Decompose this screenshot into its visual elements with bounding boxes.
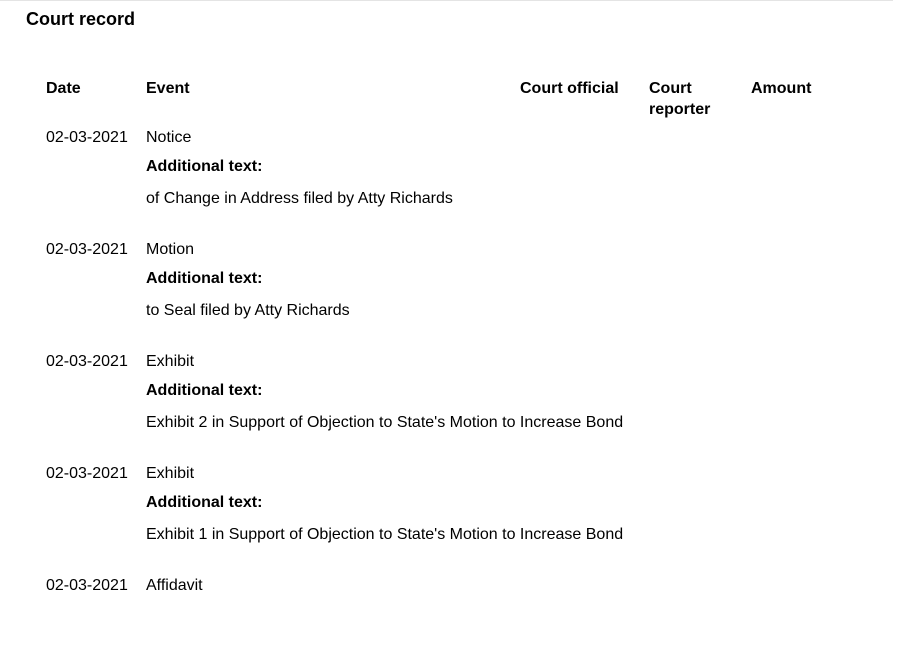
table-row bbox=[46, 576, 876, 596]
column-header-court-official: Court official bbox=[520, 80, 619, 97]
additional-text-label: Additional text: bbox=[146, 382, 263, 399]
additional-text-label: Additional text: bbox=[146, 158, 263, 175]
page-title: Court record bbox=[26, 9, 136, 29]
column-header-event: Event bbox=[146, 80, 190, 97]
table-row bbox=[46, 240, 876, 352]
table-header bbox=[46, 78, 876, 128]
entry-event: Motion bbox=[146, 241, 195, 258]
entry-date: 02-03-2021 bbox=[46, 577, 128, 594]
table-row bbox=[46, 352, 876, 464]
entry-date: 02-03-2021 bbox=[46, 353, 128, 370]
column-header-date: Date bbox=[46, 80, 81, 97]
entry-date: 02-03-2021 bbox=[46, 465, 128, 482]
entry-event-cell bbox=[146, 128, 876, 209]
additional-text-label: Additional text: bbox=[146, 494, 263, 511]
additional-text: of Change in Address filed by Atty Richards bbox=[146, 190, 453, 207]
top-divider bbox=[0, 0, 893, 1]
additional-text: to Seal filed by Atty Richards bbox=[146, 302, 350, 319]
additional-text: Exhibit 1 in Support of Objection to State's Motion to Increase Bond bbox=[146, 526, 624, 543]
entry-event: Exhibit bbox=[146, 353, 195, 370]
additional-text-label: Additional text: bbox=[146, 270, 263, 287]
additional-text: Exhibit 2 in Support of Objection to State's Motion to Increase Bond bbox=[146, 414, 624, 431]
entry-event: Exhibit bbox=[146, 465, 195, 482]
entry-date: 02-03-2021 bbox=[46, 129, 128, 146]
court-record-table bbox=[46, 78, 876, 596]
table-row bbox=[46, 464, 876, 576]
entry-event-cell bbox=[146, 352, 876, 433]
entry-event-cell bbox=[146, 240, 876, 321]
entry-event-cell bbox=[146, 464, 876, 545]
entry-event: Affidavit bbox=[146, 577, 203, 594]
entry-date: 02-03-2021 bbox=[46, 241, 128, 258]
entry-event-cell bbox=[146, 576, 876, 596]
column-header-court-reporter: Court reporter bbox=[649, 80, 711, 118]
table-row bbox=[46, 128, 876, 240]
column-header-amount: Amount bbox=[751, 80, 812, 97]
entry-event: Notice bbox=[146, 129, 192, 146]
